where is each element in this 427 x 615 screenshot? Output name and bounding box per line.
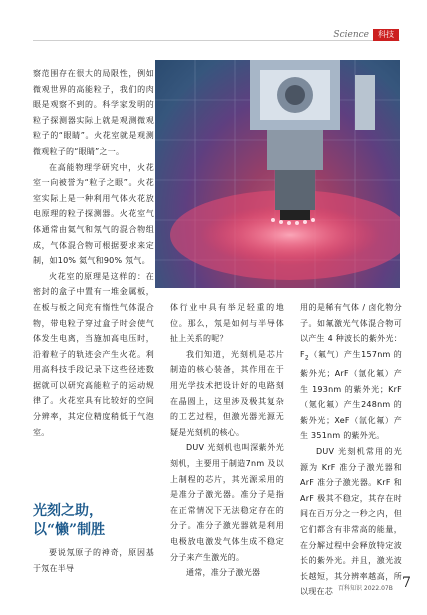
- paragraph: 体行业中具有举足轻重的地位。那么，氖是如何与半导体扯上关系的呢？: [170, 303, 284, 344]
- subheading-line: 以“懒”制胜: [33, 522, 106, 538]
- paragraph: 通常，准分子激光器: [186, 568, 261, 578]
- paragraph: 察范围存在很大的局限性，例如微观世界的高能粒子，我们的肉眼是观察不到的。科学家发明的粒子探测器实际上就是观测微观粒子的“眼睛”。火花室就是观测微观粒子的“眼睛”之一。: [33, 69, 154, 156]
- paragraph: DUV 光刻机常用的光源为 KrF 准分子激光器和 ArF 准分子激光器。KrF 和 ArF 极其不稳定，其存在时间在百万分之一秒之内，但它们都含有非常高的能量，在分解过程中会释放特定波长的紫外光。并且，激光波长越短，其分辨率越高，所以现在芯: [300, 446, 402, 597]
- section-title-en: Science: [333, 30, 369, 40]
- paragraph: 要说氖原子的神奇，原因基于氖在半导: [33, 548, 154, 573]
- page-number: 7: [402, 575, 411, 591]
- paragraph: DUV 光刻机也叫深紫外光刻机，主要用于制造7nm 及以上制程的芯片，其光源采用的是准分子激光器。准分子是指在正常情况下无法稳定存在的分子。准分子激光器就是利用电极放电激发气体生成不稳定分子来产生激光的。: [170, 443, 284, 562]
- column-1: [33, 66, 154, 440]
- paragraph: 用的是稀有气体 / 卤化物分子。如氟激光气体混合物可以产生 4 种波长的紫外光：$F_2$（氟气）产生157nm 的紫外光；ArF（氩化氟）产生 193nm 的紫外光；KrF（氪化氟）产生248nm 的紫外光；XeF（氙化氟）产生 351nm 的紫外光。: [300, 303, 402, 441]
- column-2: [170, 300, 284, 581]
- column-3: [300, 300, 402, 600]
- article-photo: [155, 60, 400, 288]
- footer-magazine: 百科知识 2022.07B: [338, 585, 393, 592]
- header-rule: [33, 40, 400, 41]
- paragraph: 在高能物理学研究中，火花室一向被誉为“粒子之眼”。火花室实际上是一种利用气体火花放电原理的粒子探测器。火花室气体通常由氦气和氖气的混合物组成，气体混合物可根据要求来定制，如10% 氦气和90% 氖气。: [33, 162, 154, 266]
- column-1-tail: [33, 545, 154, 576]
- paragraph: 我们知道，光刻机是芯片制造的核心装备，其作用在于用光学技术把设计好的电路刻在晶圆上，这里涉及极其复杂的工艺过程，但激光器光源无疑是光刻机的核心。: [170, 349, 284, 437]
- section-subheading: [33, 502, 163, 540]
- section-badge: 科技: [373, 29, 399, 41]
- lithography-machine-photo: [155, 60, 400, 288]
- paragraph: 火花室的原理是这样的：在密封的盒子中置有一堆金属板，在板与板之间充有惰性气体混合物，带电粒子穿过盒子时会使气体发生电离，当施加高电压时，沿着粒子的轨迹会产生火花。利用高科技手段记录下这些径迹数据就可以研究高能粒子的运动规律了。火花室具有比较好的空间分辨率，其定位精度稍低于气泡室。: [33, 271, 154, 437]
- subheading-line: 光刻之助，: [33, 503, 103, 519]
